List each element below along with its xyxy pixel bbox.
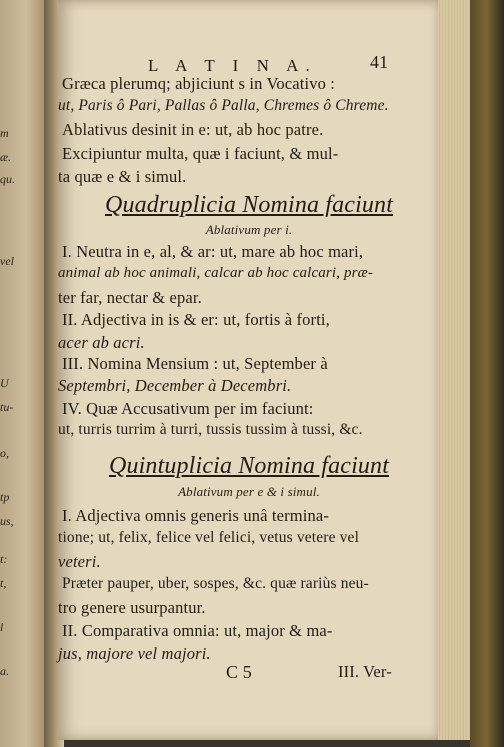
text-line: Excipiuntur multa, quæ i faciunt, & mul- — [62, 144, 339, 163]
text-line: Septembri, December à Decembri. — [58, 376, 292, 395]
text-line: III. Nomina Mensium : ut, September à — [62, 354, 328, 373]
text-line: Ablativus desinit in e: ut, ab hoc patre. — [62, 120, 324, 139]
margin-fragment: m — [0, 126, 9, 140]
text-line: ter far, nectar & epar. — [58, 288, 202, 307]
text-line: ut, Paris ô Pari, Pallas ô Palla, Chremes ô Chreme. — [58, 97, 389, 114]
margin-fragment: tu- — [0, 400, 14, 414]
text-line: II. Adjectiva in is & er: ut, fortis à forti, — [62, 310, 330, 329]
text-line: animal ab hoc animali, calcar ab hoc calcari, præ- — [58, 265, 373, 281]
text-line: II. Comparativa omnia: ut, major & ma- — [62, 621, 333, 640]
text-line: ta quæ e & i simul. — [58, 167, 187, 186]
signature-mark: C 5 — [226, 662, 252, 682]
text-line: Præter pauper, uber, sospes, &c. quæ rariùs neu- — [62, 575, 369, 592]
book-cover — [470, 0, 504, 747]
text-line: acer ab acri. — [58, 333, 145, 352]
running-head: L A T I N A. — [148, 56, 317, 75]
margin-fragment: æ. — [0, 150, 12, 164]
section-subheading: Ablativum per e & i simul. — [178, 484, 320, 499]
margin-fragment: t, — [0, 576, 7, 590]
text-line: ut, turris turrim à turri, tussis tussim à tussi, &c. — [58, 421, 363, 438]
text-line: IV. Quæ Accusativum per im faciunt: — [62, 399, 314, 418]
section-heading: Quadruplicia Nomina faciunt — [104, 192, 394, 218]
section-heading: Quintuplicia Nomina faciunt — [108, 453, 390, 479]
page-edges — [438, 0, 474, 740]
margin-fragment: tp — [0, 490, 10, 504]
margin-fragment: o, — [0, 446, 9, 460]
text-line: I. Adjectiva omnis generis unâ termina- — [62, 506, 330, 525]
margin-fragment: qu. — [0, 172, 15, 186]
text-line: I. Neutra in e, al, & ar: ut, mare ab hoc mari, — [62, 242, 364, 261]
margin-fragment: t: — [0, 552, 8, 566]
margin-fragment: l — [0, 620, 4, 634]
text-line: jus, majore vel majori. — [58, 644, 211, 663]
facing-page-fragment — [0, 0, 44, 747]
section-subheading: Ablativum per i. — [205, 222, 293, 237]
text-line: veteri. — [58, 552, 101, 571]
text-line: tro genere usurpantur. — [58, 598, 206, 617]
text-line: Græca plerumq; abjiciunt s in Vocativo : — [62, 74, 336, 93]
margin-fragment: vel — [0, 254, 14, 268]
margin-fragment: a. — [0, 664, 9, 678]
margin-fragment: us, — [0, 514, 14, 528]
catchword: III. Ver- — [338, 662, 392, 681]
margin-fragment: U — [0, 376, 9, 390]
text-line: tione; ut, felix, felice vel felici, vetus vetere vel — [58, 529, 360, 546]
page-number: 41 — [370, 52, 389, 72]
